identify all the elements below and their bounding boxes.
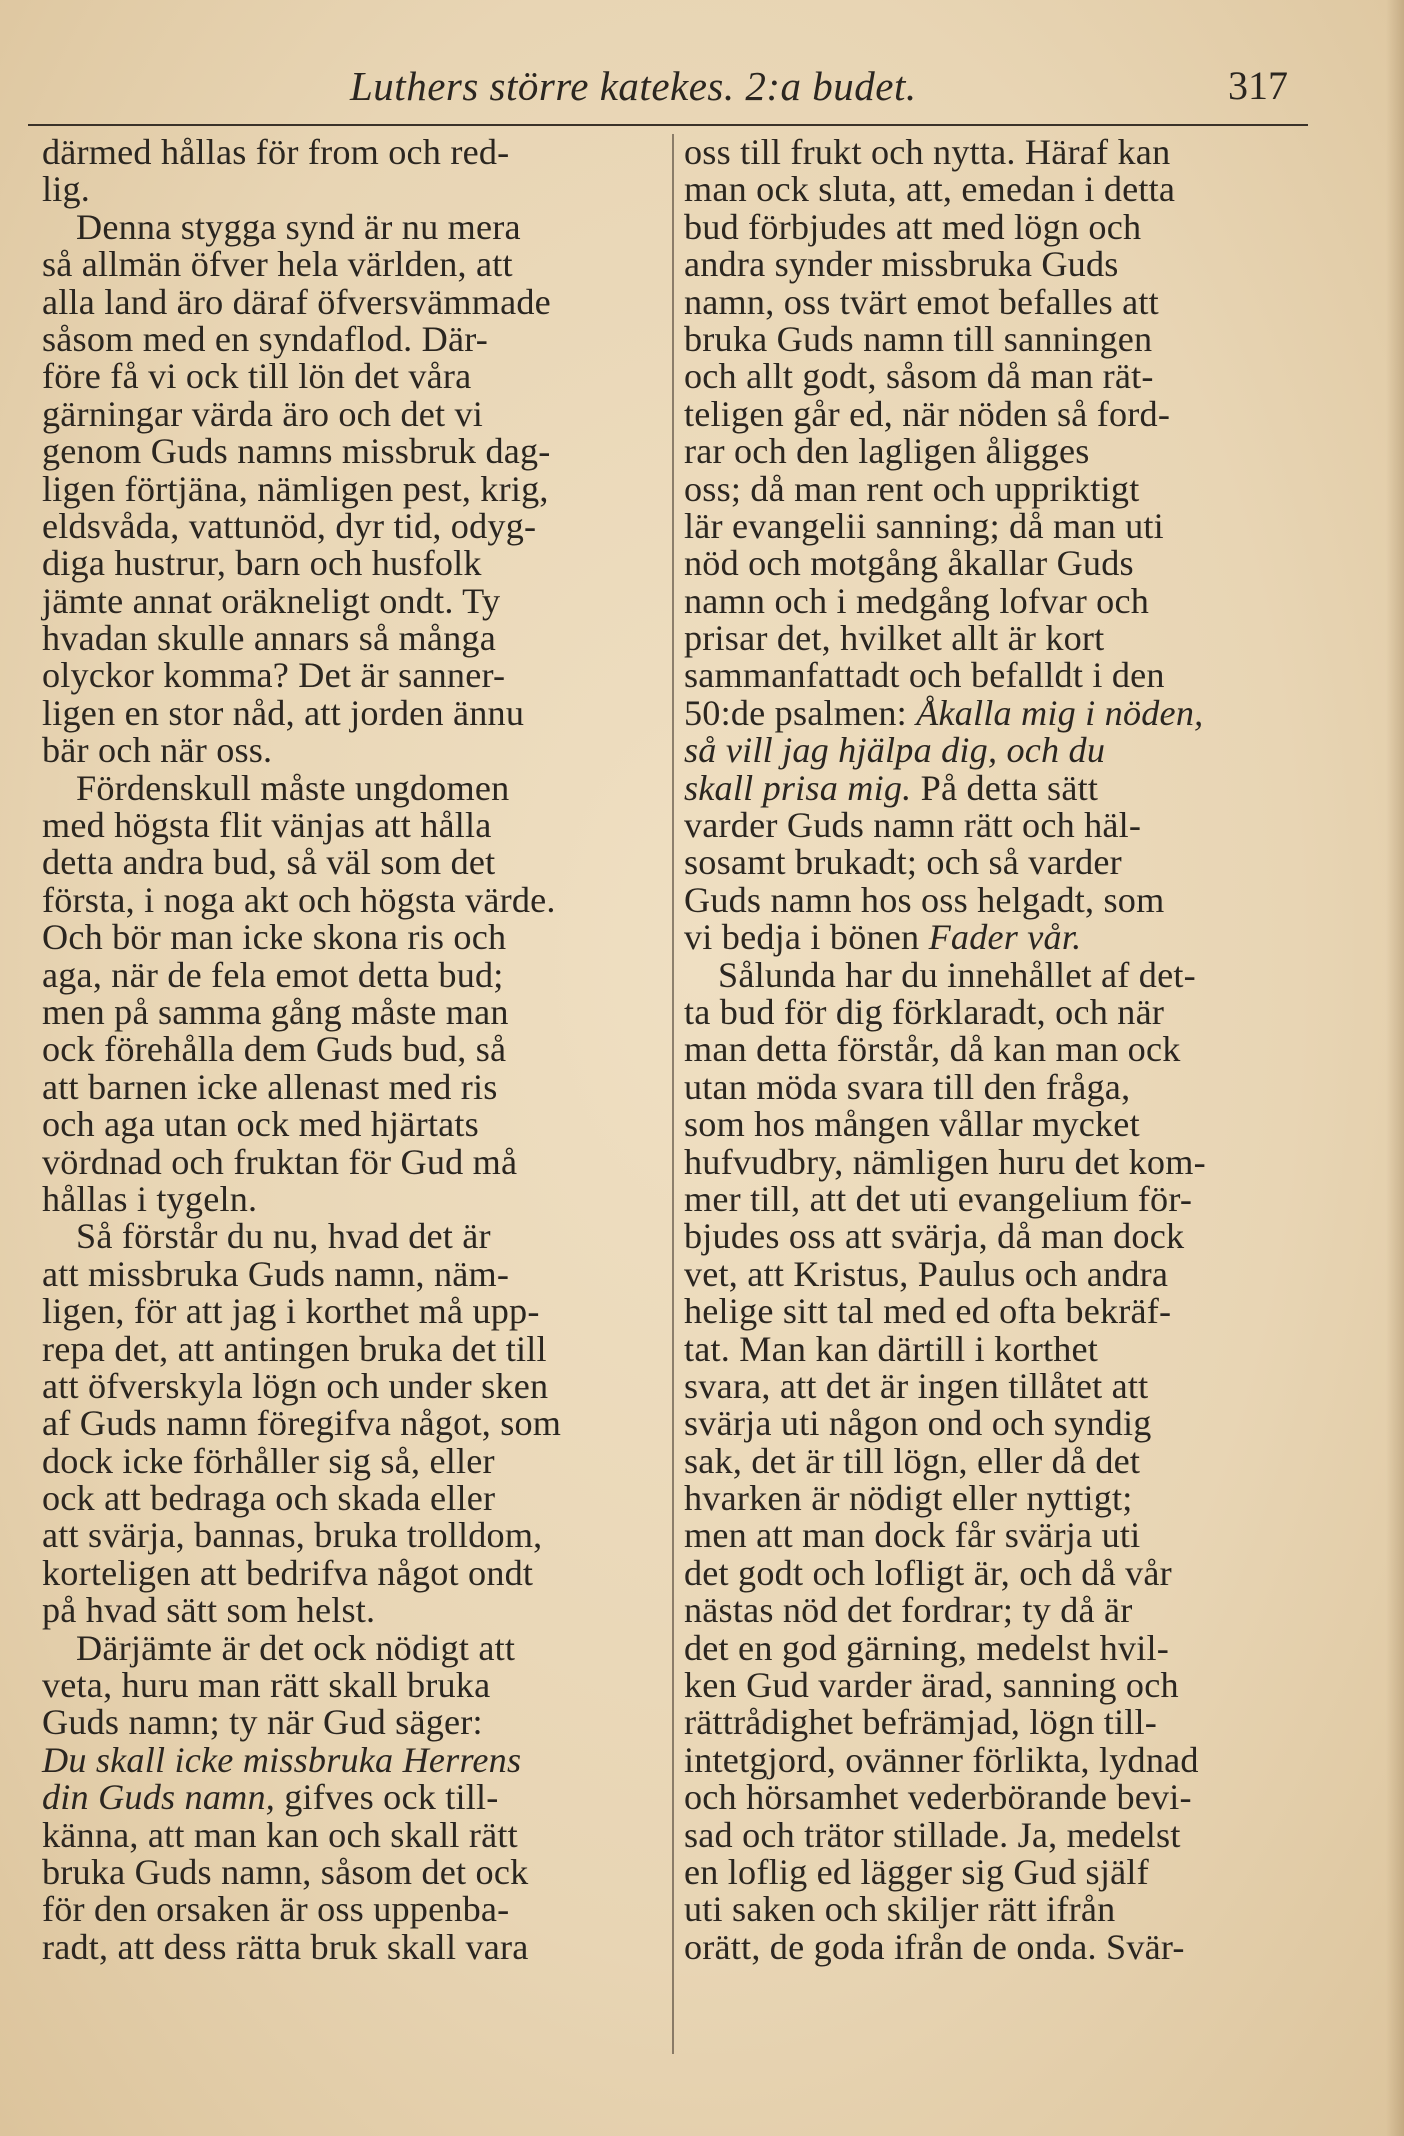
- text-line: namn, oss tvärt emot befalles att: [684, 281, 1159, 322]
- text-line: namn och i medgång lofvar och: [684, 580, 1150, 621]
- text-line: utan möda svara till den fråga,: [684, 1066, 1131, 1107]
- text-line: det godt och lofligt är, och då vår: [684, 1552, 1172, 1593]
- text-line: Fördenskull måste ungdomen: [76, 767, 510, 808]
- text-line: vet, att Kristus, Paulus och andra: [684, 1253, 1169, 1294]
- text-line: så allmän öfver hela världen, att: [42, 244, 513, 285]
- text-line: oss till frukt och nytta. Häraf kan: [684, 132, 1171, 172]
- text-line: att barnen icke allenast med ris: [42, 1066, 498, 1107]
- text-line: Därjämte är det ock nödigt att: [76, 1627, 516, 1668]
- text-line: mer till, att det uti evangelium för-: [684, 1178, 1193, 1219]
- text-line: för den orsaken är oss uppenba-: [42, 1889, 510, 1930]
- text-line: men att man dock får svärja uti: [684, 1515, 1141, 1556]
- page-number: 317: [1228, 63, 1288, 108]
- text-line: alla land äro däraf öfversvämmade: [42, 281, 551, 322]
- text-line: nöd och motgång åkallar Guds: [684, 543, 1134, 584]
- text-line: och hörsamhet vederbörande bevi-: [684, 1777, 1192, 1818]
- text-line: bruka Guds namn, såsom det ock: [42, 1851, 529, 1892]
- text-line: orätt, de goda ifrån de onda. Svär-: [684, 1926, 1185, 1967]
- text-line: rar och den lagligen åligges: [684, 431, 1090, 472]
- text-line: att svärja, bannas, bruka trolldom,: [42, 1515, 543, 1556]
- text-line: sad och trätor stillade. Ja, medelst: [684, 1814, 1181, 1855]
- text-line: svara, att det är ingen tillåtet att: [684, 1365, 1149, 1406]
- page-header: [0, 62, 1404, 118]
- text-line: jämte annat oräkneligt ondt. Ty: [42, 580, 501, 621]
- text-line: bjudes oss att svärja, då man dock: [684, 1216, 1185, 1257]
- text-line: radt, att dess rätta bruk skall vara: [42, 1926, 529, 1967]
- header-rule: [28, 124, 1308, 126]
- text-line: hvarken är nödigt eller nyttigt;: [684, 1478, 1133, 1519]
- text-line: olyckor komma? Det är sanner-: [42, 655, 506, 696]
- text-line: [42, 1779, 662, 1816]
- text-line: andra synder missbruka Guds: [684, 244, 1119, 285]
- text-line: lär evangelii sanning; då man uti: [684, 505, 1164, 546]
- text-line: [684, 767, 1304, 808]
- text-line: uti saken och skiljer rätt ifrån: [684, 1889, 1116, 1930]
- column-divider: [672, 134, 674, 2054]
- text-line: aga, när de fela emot detta bud;: [42, 954, 504, 995]
- text-line: ligen en stor nåd, att jorden ännu: [42, 692, 525, 733]
- text-segment: 50:de psalmen:: [684, 692, 917, 733]
- text-line: ligen, för att jag i korthet må upp-: [42, 1291, 540, 1332]
- text-line: som hos mången vållar mycket: [684, 1104, 1140, 1145]
- text-line: prisar det, hvilket allt är kort: [684, 618, 1105, 659]
- text-line: ken Gud varder ärad, sanning och: [684, 1665, 1179, 1706]
- text-line: med högsta flit vänjas att hålla: [42, 805, 492, 846]
- text-line: teligen går ed, när nöden så ford-: [684, 393, 1171, 434]
- text-line: Du skall icke missbruka Herrens: [42, 1739, 522, 1780]
- text-line: före få vi ock till lön det våra: [42, 356, 472, 397]
- text-line: Så förstår du nu, hvad det är: [76, 1216, 491, 1257]
- text-line: genom Guds namns missbruk dag-: [42, 431, 551, 472]
- text-line: hufvudbry, nämligen huru det kom-: [684, 1141, 1206, 1182]
- text-segment: gifves ock till-: [275, 1777, 499, 1818]
- text-line: varder Guds namn rätt och häl-: [684, 805, 1142, 846]
- page-edge-shadow: [1386, 0, 1404, 2136]
- text-line: svärja uti någon ond och syndig: [684, 1403, 1152, 1444]
- text-line: därmed hållas för from och red-: [42, 132, 510, 172]
- text-line: Och bör man icke skona ris och: [42, 917, 507, 958]
- text-line: veta, huru man rätt skall bruka: [42, 1665, 491, 1706]
- text-line: eldsvåda, vattunöd, dyr tid, odyg-: [42, 505, 537, 546]
- text-line: första, i noga akt och högsta värde.: [42, 879, 556, 920]
- text-line: man detta förstår, då kan man ock: [684, 1029, 1181, 1070]
- text-line: detta andra bud, så väl som det: [42, 842, 496, 883]
- text-line: diga hustrur, barn och husfolk: [42, 543, 482, 584]
- text-line: ta bud för dig förklaradt, och när: [684, 991, 1165, 1032]
- text-line: helige sitt tal med ed ofta bekräf-: [684, 1291, 1172, 1332]
- text-line: det en god gärning, medelst hvil-: [684, 1627, 1169, 1668]
- running-title: Luthers större katekes. 2:a budet.: [350, 63, 917, 109]
- text-line: hållas i tygeln.: [42, 1178, 258, 1219]
- text-line: så vill jag hjälpa dig, och du: [684, 730, 1106, 771]
- text-line: sosamt brukadt; och så varder: [684, 842, 1122, 883]
- text-line: att öfverskyla lögn och under sken: [42, 1365, 549, 1406]
- text-line: och aga utan ock med hjärtats: [42, 1104, 479, 1145]
- text-line: ligen förtjäna, nämligen pest, krig,: [42, 468, 549, 509]
- text-line: att missbruka Guds namn, näm-: [42, 1253, 510, 1294]
- left-text-column: [42, 134, 662, 1966]
- text-line: man ock sluta, att, emedan i detta: [684, 169, 1176, 210]
- text-line: Denna stygga synd är nu mera: [76, 206, 521, 247]
- right-text-column: [684, 134, 1304, 1966]
- text-line: Guds namn hos oss helgadt, som: [684, 879, 1165, 920]
- text-line: men på samma gång måste man: [42, 991, 509, 1032]
- text-line: repa det, att antingen bruka det till: [42, 1328, 547, 1369]
- text-line: bär och när oss.: [42, 730, 273, 771]
- text-line: bud förbjudes att med lögn och: [684, 206, 1142, 247]
- text-line: [684, 919, 1304, 956]
- text-segment: vi bedja i bönen: [684, 917, 929, 958]
- text-line: på hvad sätt som helst.: [42, 1590, 376, 1631]
- text-line: en loflig ed lägger sig Gud själf: [684, 1851, 1149, 1892]
- text-segment: din Guds namn,: [42, 1777, 276, 1818]
- text-line: dock icke förhåller sig så, eller: [42, 1440, 495, 1481]
- text-line: nästas nöd det fordrar; ty då är: [684, 1590, 1133, 1631]
- text-line: såsom med en syndaflod. Där-: [42, 318, 489, 359]
- text-line: ock förehålla dem Guds bud, så: [42, 1029, 507, 1070]
- text-line: hvadan skulle annars så många: [42, 618, 496, 659]
- text-line: bruka Guds namn till sanningen: [684, 318, 1153, 359]
- text-line: gärningar värda äro och det vi: [42, 393, 484, 434]
- text-line: ock att bedraga och skada eller: [42, 1478, 496, 1519]
- text-line: rättrådighet befrämjad, lögn till-: [684, 1702, 1158, 1743]
- text-line: korteligen att bedrifva något ondt: [42, 1552, 534, 1593]
- text-line: tat. Man kan därtill i korthet: [684, 1328, 1099, 1369]
- text-line: af Guds namn föregifva något, som: [42, 1403, 562, 1444]
- text-line: [684, 692, 1304, 733]
- text-line: Guds namn; ty när Gud säger:: [42, 1702, 483, 1743]
- text-line: lig.: [42, 169, 91, 210]
- text-segment: skall prisa mig.: [684, 767, 912, 808]
- text-segment: Fader vår.: [928, 917, 1082, 958]
- text-segment: Åkalla mig i nöden,: [916, 692, 1204, 733]
- text-line: sak, det är till lögn, eller då det: [684, 1440, 1141, 1481]
- text-segment: På detta sätt: [911, 767, 1099, 808]
- text-line: känna, att man kan och skall rätt: [42, 1814, 518, 1855]
- text-line: sammanfattadt och befalldt i den: [684, 655, 1165, 696]
- text-line: oss; då man rent och uppriktigt: [684, 468, 1140, 509]
- text-line: Sålunda har du innehållet af det-: [718, 954, 1196, 995]
- text-line: och allt godt, såsom då man rät-: [684, 356, 1154, 397]
- text-line: intetgjord, ovänner förlikta, lydnad: [684, 1739, 1199, 1780]
- text-line: vördnad och fruktan för Gud må: [42, 1141, 518, 1182]
